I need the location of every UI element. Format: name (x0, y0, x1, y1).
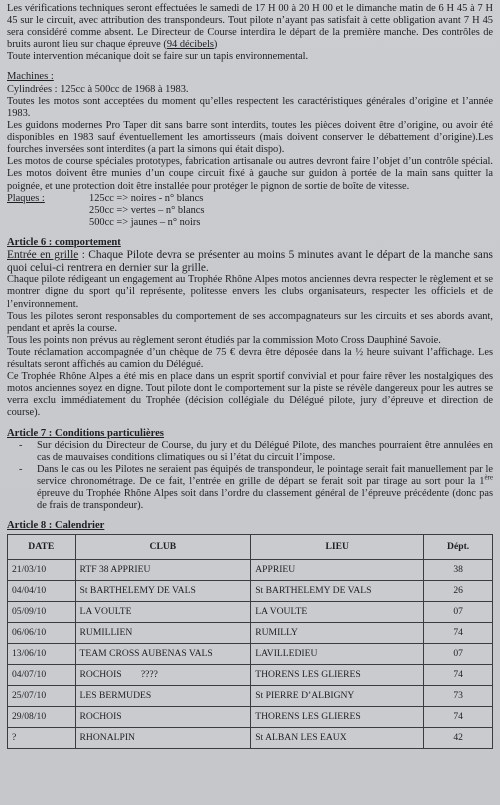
cell-lieu: THORENS LES GLIERES (251, 664, 424, 685)
article7-item-2-sup: ère (484, 473, 493, 482)
cell-date: 21/03/10 (8, 559, 76, 580)
machines-p1: Toutes les motos sont acceptées du moment qu’elles respectent les caractéristiques générales d’origine et l’année 1983. (7, 95, 493, 119)
cell-club: RTF 38 APPRIEU (75, 559, 251, 580)
cell-lieu: APPRIEU (251, 559, 424, 580)
cell-date: 05/09/10 (8, 601, 76, 622)
table-row (8, 664, 493, 685)
col-header-dept: Dépt. (424, 534, 493, 559)
table-row (8, 580, 493, 601)
article6-p1: Chaque pilote rédigeant un engagement au Trophée Rhône Alpes motos anciennes devra respecter le règlement et se montrer digne du sport qu’il représente, politesse envers les clubs organisateurs, respecter les officiels et de l’environnement. (7, 274, 493, 310)
article7-item-1-text: Sur décision du Directeur de Course, du jury et du Délégué Pilote, des manches pourraient être annulées en cas de mauvaises conditions climatiques ou si l’état du circuit l’impose. (37, 439, 493, 463)
cell-club: RUMILLIEN (75, 622, 251, 643)
article7-item-1: - Sur décision du Directeur de Course, du jury et du Délégué Pilote, des manches pourraient être annulées en cas de mauvaises conditions climatiques ou si l’état du circuit l’impose. (19, 439, 493, 463)
cell-dept: 26 (424, 580, 493, 601)
cell-lieu: LA VOULTE (251, 601, 424, 622)
intro-text-end: ) (213, 39, 218, 51)
article7-list (7, 440, 493, 513)
article7-item-2-text-a: Dans le cas ou les Pilotes ne seraient pas équipés de transpondeur, le pointage serait fait manuellement par le service chronométrage. De ce fait, l’entrée en grille de départ se ferait soit par tirage au sort pour la 1 (37, 463, 493, 488)
cell-date: 06/06/10 (8, 622, 76, 643)
article7-heading: Article 7 : Conditions particulières (7, 427, 164, 439)
machines-p3: Les motos de course spéciales prototypes, fabrication artisanale ou autres devront faire l’objet d’un contrôle spécial. Les motos doivent être munies d’un coupe circuit fixé à gauche sur guidon à portée de la main sans quitter la poignée, et une protection doit être installée pour protéger le pignon de sortie de boîte de vitesse. (7, 156, 493, 192)
col-header-lieu: LIEU (251, 534, 424, 559)
cell-dept: 38 (424, 559, 493, 580)
cell-dept: 74 (424, 622, 493, 643)
entree-grille-text: : Chaque Pilote devra se présenter au moins 5 minutes avant le départ de la manche sans quoi celui-ci rentrera en dernier sur la grille. (7, 249, 493, 274)
table-row (8, 643, 493, 664)
cell-dept: 74 (424, 706, 493, 727)
cell-date: 13/06/10 (8, 643, 76, 664)
plaques-list (7, 193, 493, 229)
cell-lieu: RUMILLY (251, 622, 424, 643)
intro-mechanical-note: Toute intervention mécanique doit se faire sur un tapis environnemental. (7, 51, 309, 63)
cell-date: 04/07/10 (8, 664, 76, 685)
cell-date: ? (8, 727, 76, 748)
article6-p3: Tous les points non prévus au règlement seront étudiés par la commission Moto Cross Dauphiné Savoie. (7, 334, 441, 346)
col-header-date: DATE (8, 534, 76, 559)
cell-dept: 73 (424, 685, 493, 706)
cell-lieu: St ALBAN LES EAUX (251, 727, 424, 748)
table-row (8, 622, 493, 643)
cell-lieu: St PIERRE D’ALBIGNY (251, 685, 424, 706)
cell-lieu: LAVILLEDIEU (251, 643, 424, 664)
article6-heading: Article 6 : comportement (7, 236, 121, 248)
cell-club: ROCHOIS (75, 706, 251, 727)
intro-text: Les vérifications techniques seront effectuées le samedi de 17 H 00 à 20 H 00 et le dimanche matin de 6 H 45 à 7 H 45 sur le circuit, avec attribution des transpondeurs. Tout pilote n’ayant pas satisfait à cette obligation avant 7 H 45 sera considéré comme absent. Le Directeur de Course interdira le départ de la première manche. Des contrôles de bruits auront lieu sur chaque épreuve ( (7, 3, 493, 51)
plaques-label: Plaques : (7, 192, 45, 204)
cell-dept: 07 (424, 643, 493, 664)
cell-dept: 74 (424, 664, 493, 685)
cell-date: 29/08/10 (8, 706, 76, 727)
cell-club: RHONALPIN (75, 727, 251, 748)
article6-entree (7, 249, 493, 274)
cell-club: St BARTHELEMY DE VALS (75, 580, 251, 601)
cell-date: 04/04/10 (8, 580, 76, 601)
cell-lieu: THORENS LES GLIERES (251, 706, 424, 727)
cell-date: 25/07/10 (8, 685, 76, 706)
cell-club: LA VOULTE (75, 601, 251, 622)
intro-paragraph (7, 3, 493, 51)
table-row (8, 559, 493, 580)
col-header-club: CLUB (75, 534, 251, 559)
cell-lieu: St BARTHELEMY DE VALS (251, 580, 424, 601)
plaque-125: 125cc => noires - n° blancs (89, 192, 204, 204)
table-row (8, 685, 493, 706)
noise-limit: 94 décibels (166, 39, 214, 51)
machines-cylindrees: Cylindrées : 125cc à 500cc de 1968 à 1983. (7, 83, 189, 95)
machines-p2: Les guidons modernes Pro Taper dit sans barre sont interdits, toutes les pièces doivent être d’origine, ou avoir été disponibles en 1983 sauf éventuellement les amortisseurs (mais doivent conserver le débattement d’origine).Les fourches inversées sont interdites (a part la simons qui était dispo). (7, 120, 493, 156)
machines-heading: Machines : (7, 71, 54, 83)
calendar-table (7, 534, 493, 749)
article8-heading: Article 8 : Calendrier (7, 520, 105, 532)
article6-p5: Ce Trophée Rhône Alpes a été mis en place dans un esprit sportif convivial et pour faire rêver les nostalgiques des motos anciennes soyez en digne. Tout pilote dont le comportement sur la piste se révèle dangereux pour les autres se verra exclu immédiatement du Trophée (décision collégiale du Délégué pilote, jury d’épreuve et direction de course). (7, 371, 493, 419)
cell-club: ROCHOIS ???? (75, 664, 251, 685)
table-row (8, 601, 493, 622)
plaque-250: 250cc => vertes – n° blancs (89, 204, 205, 216)
table-row (8, 706, 493, 727)
table-row (8, 727, 493, 748)
cell-dept: 07 (424, 601, 493, 622)
cell-dept: 42 (424, 727, 493, 748)
calendar-header-row (8, 534, 493, 559)
article6-p2: Tous les pilotes seront responsables du comportement de ses accompagnateurs sur les circuits et ses abords avant, pendant et après la course. (7, 310, 493, 334)
article6-p4: Toute réclamation accompagnée d’un chèque de 75 € devra être déposée dans la ½ heure suivant l’affichage. Les résultats seront affichés au camion du Délégué. (7, 346, 493, 371)
article7-item-2-text-b: épreuve du Trophée Rhône Alpes soit dans l’ordre du classement général de l’épreuve précédente (donc pas de frais de transpondeur). (37, 488, 493, 512)
cell-club: TEAM CROSS AUBENAS VALS (75, 643, 251, 664)
plaque-500: 500cc => jaunes – n° noirs (89, 216, 201, 228)
cell-club: LES BERMUDES (75, 685, 251, 706)
entree-grille-label: Entrée en grille (7, 249, 79, 262)
article7-item-2: - Dans le cas ou les Pilotes ne seraient pas équipés de transpondeur, le pointage serait fait manuellement par le service chronométrage. De ce fait, l’entrée en grille de départ se ferait soit par tirage au sort pour la 1ère épreuve du Trophée Rhône Alpes soit dans l’ordre du classement général de l’épreuve précédente (donc pas de frais de transpondeur). (19, 463, 493, 512)
